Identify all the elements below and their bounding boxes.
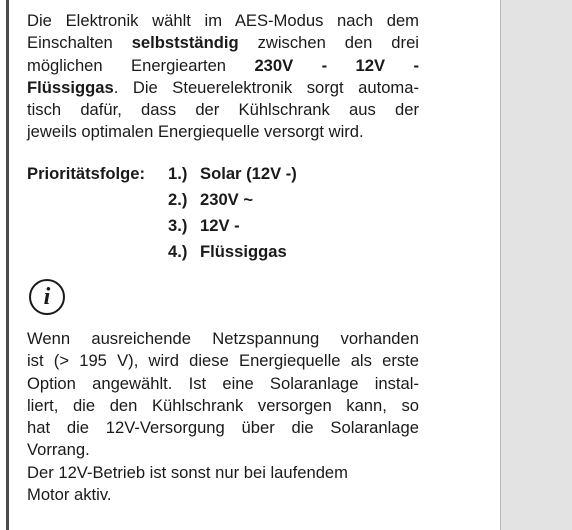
energy-type-12v: 12V [355, 55, 386, 75]
priority-item: 12V - [200, 216, 240, 235]
priority-row [27, 239, 297, 265]
intro-line-3 [27, 55, 419, 77]
priority-item: Solar (12V -) [200, 164, 297, 183]
info-icon [29, 279, 65, 315]
note-line: Option angewählt. Ist eine Solaranlage instal- [27, 373, 419, 393]
right-page-margin [500, 0, 572, 530]
priority-number: 1.) [168, 164, 188, 183]
intro-line-5: tisch dafür, dass der Kühlschrank aus der [27, 100, 419, 120]
priority-number: 4.) [168, 242, 188, 261]
intro-text: zwischen den drei [257, 33, 419, 53]
priority-row [27, 213, 297, 239]
intro-text: . Die Steuerelektronik sorgt automa- [113, 77, 419, 97]
priority-item: 230V ~ [200, 190, 254, 209]
priority-row [27, 187, 297, 213]
priority-list [27, 161, 297, 265]
note-line: Wenn ausreichende Netzspannung vorhanden [27, 329, 419, 348]
note-line: ist (> 195 V), wird diese Energiequelle als erste [27, 351, 419, 371]
priority-row [27, 161, 297, 187]
note-line: Der 12V-Betrieb ist sonst nur bei laufendem [27, 462, 348, 482]
note-line: Vorrang. [27, 440, 90, 460]
emphasis-selbststaendig: selbstständig [131, 33, 239, 53]
note-line: liert, die den Kühlschrank versorgen kann, so [27, 395, 419, 415]
intro-paragraph [27, 10, 419, 144]
priority-item: Flüssiggas [200, 242, 287, 261]
priority-number: 3.) [168, 216, 188, 235]
intro-text: möglichen Energiearten [27, 55, 227, 75]
energy-separator: - [321, 55, 328, 75]
intro-line-2 [27, 32, 419, 54]
intro-line-1: Die Elektronik wählt im AES-Modus nach dem [27, 11, 419, 30]
note-line: Motor aktiv. [27, 485, 112, 505]
info-glyph: i [43, 283, 51, 310]
intro-line-6: jeweils optimalen Energiequelle versorgt wird. [27, 122, 364, 142]
left-margin-rule [6, 0, 9, 530]
intro-text: Einschalten [27, 33, 113, 53]
energy-type-230v: 230V [254, 55, 294, 75]
intro-line-4 [27, 77, 419, 99]
note-paragraph [27, 328, 419, 506]
energy-separator: - [413, 55, 419, 75]
priority-number: 2.) [168, 190, 188, 209]
energy-type-fluessiggas: Flüssiggas [27, 77, 114, 97]
priority-label: Prioritätsfolge: [27, 164, 146, 183]
note-line: hat die 12V-Versorgung über die Solaranlage [27, 418, 419, 438]
